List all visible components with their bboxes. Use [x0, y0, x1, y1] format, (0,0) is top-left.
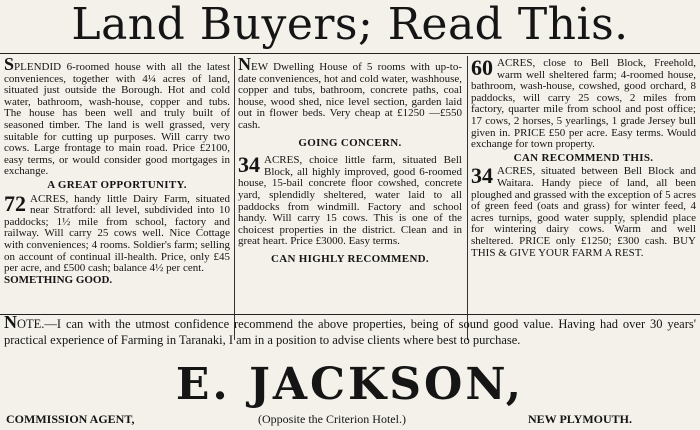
column-1: [4, 58, 230, 314]
listing-waitara-land: [471, 163, 696, 259]
listing-text: ACRES, close to Bell Block, Freehold, warm well sheltered farm; 4-roomed house, bathroom, wash-house, cowshed, good orchard, 8 paddocks, will carry 25 cows, 2 miles from factory, quarter mile from school and post office; 17 cows, 2 horses, 5 yearlings, 1 grade Jersey bull given in. PRICE £50 per acre. Easy terms. Would exchange for town property.: [471, 58, 696, 151]
listing-bell-block-farm: [238, 152, 462, 248]
drop-cap: N: [238, 58, 251, 74]
listing-60-acres: [471, 58, 696, 151]
listing-tag: A GREAT OPPORTUNITY.: [47, 178, 187, 191]
listing-tag: GOING CONCERN.: [298, 136, 402, 149]
drop-cap: N: [4, 312, 17, 332]
listing-text: ACRES, choice little farm, situated Bell Block, all highly improved, good 6-roomed house, 15-bail concrete floor cowshed, concrete yard, splendidly sheltered, water laid to all paddocks from windmill. Factory and school handy. Will carry 15 cows. This is one of the choicest properties in the district. Clean and in great heart. Price £3000. Easy terms.: [238, 154, 462, 248]
column-divider: [234, 56, 235, 340]
listing-tag: CAN RECOMMEND THIS.: [513, 151, 654, 164]
note-paragraph: [4, 312, 696, 348]
listing-text: EW Dwelling House of 5 rooms with up-to-date conveniences, hot and cold water, washhouse, copper and tubs, bathroom, concrete paths, coal house, wood shed, nice level section, garden laid out in flower beds. Very cheap at £1250 —£550 cash.: [238, 61, 462, 131]
listing-number: 60: [471, 58, 493, 80]
listing-text: ACRES, handy little Dairy Farm, situated near Stratford: all level, subdivided into 10 paddocks; 1½ mile from school, factory and railway. Will carry 25 cows well. Nice Cottage with conveniences; 4 rooms. Soldier's farm; selling on account of continual ill-health. Price, only £45 per acre, and £500 cash; balance 4½ per cent.: [4, 192, 230, 275]
listing-dairy-farm: [4, 190, 230, 275]
listing-number: 34: [238, 152, 260, 178]
footer-title: COMMISSION AGENT,: [6, 412, 135, 426]
drop-cap: S: [4, 58, 15, 74]
agent-name: E. JACKSON,: [175, 359, 525, 410]
listing-tag: SOMETHING GOOD.: [4, 273, 113, 286]
column-divider: [467, 56, 468, 340]
headline: Land Buyers; Read This.: [71, 0, 629, 50]
listing-text: ACRES, situated between Bell Block and Waitara. Handy piece of land, all been ploughed and grassed with the exception of 5 acres of green feed (oats and grass) for winter feed, 4 acres turnips, good water supply, splendid place for wintering dairy cows. Warm and well sheltered. PRICE only £1250; £300 cash. BUY THIS & GIVE YOUR FARM A REST.: [471, 165, 696, 259]
listing-dwelling-house: [238, 58, 462, 132]
listing-number: 72: [4, 190, 26, 216]
footer-location: NEW PLYMOUTH.: [528, 412, 633, 426]
listing-number: 34: [471, 163, 493, 189]
note-text: OTE.—I can with the utmost confidence recommend the above properties, being of sound good value. Having had over 30 years' practical experience of Farming in Taranaki, I am in a position to advise clients where best to purchase.: [4, 317, 696, 347]
column-2: [238, 58, 462, 314]
footer-address: (Opposite the Criterion Hotel.): [258, 412, 406, 426]
listing-tag: CAN HIGHLY RECOMMEND.: [271, 252, 429, 265]
listing-house-borough: [4, 58, 230, 178]
column-3: [471, 58, 696, 314]
middle-rule: [0, 314, 700, 315]
top-rule: [0, 53, 700, 54]
listing-text: PLENDID 6-roomed house with all the latest conveniences, together with 4¼ acres of land, situated just outside the Borough. Hot and cold water, bathroom, wash-house, copper and tubs. The house has been well and truly built of seasoned timber. The land is well grassed, very suitable for cutting up purposes. Will carry two cows. Large frontage to main road. Price £2100, easy terms, or would consider good mortgages in exchange.: [4, 61, 230, 178]
footer: [0, 410, 700, 430]
